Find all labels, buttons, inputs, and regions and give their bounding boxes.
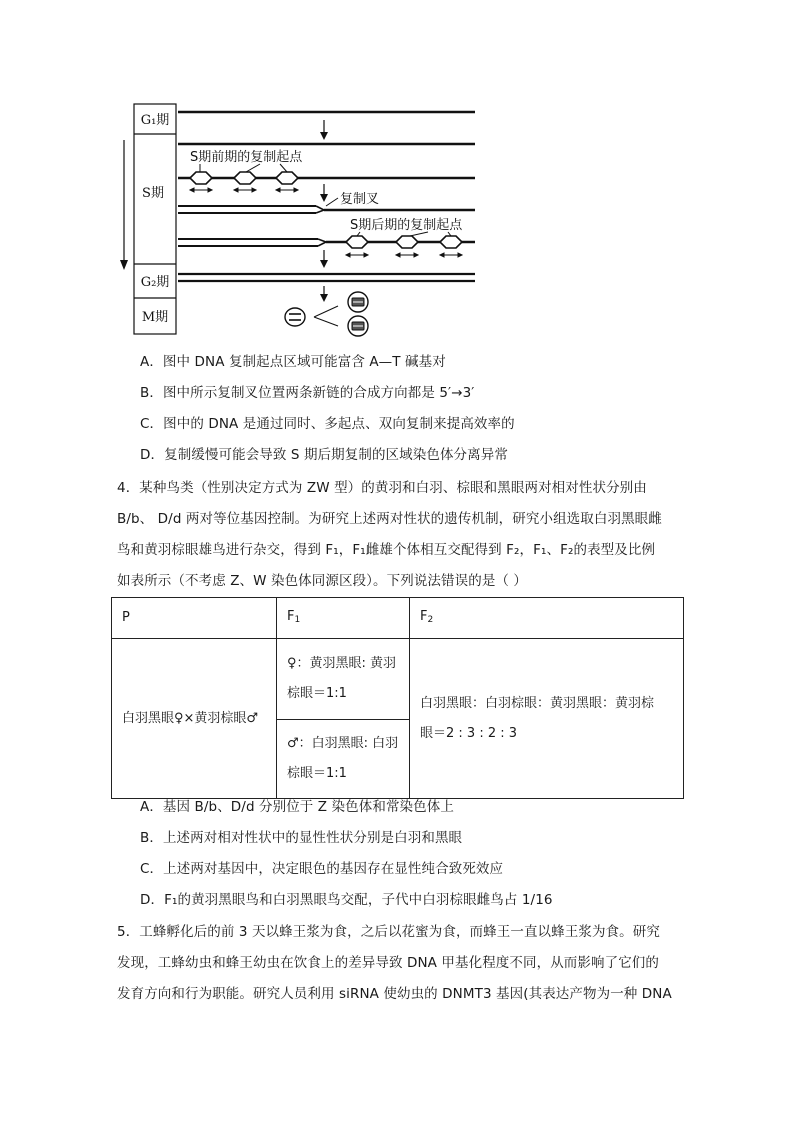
table-header-row (112, 598, 684, 639)
q4-stem-line-3: 鸟和黄羽棕眼雄鸟进行杂交，得到 F₁，F₁雌雄个体相互交配得到 F₂，F₁、F₂的表型及比例 (117, 542, 656, 558)
replication-bubbles-late (346, 236, 462, 248)
replication-bubbles-early (190, 172, 298, 184)
dna-replication-figure (110, 100, 490, 340)
q4-option-c: C．上述两对基因中，决定眼色的基因存在显性纯合致死效应 (140, 861, 504, 877)
q5-stem-line-1: 5．工蜂孵化后的前 3 天以蜂王浆为食，之后以花蜜为食，而蜂王一直以蜂王浆为食。研究 (117, 924, 660, 940)
q4-option-b: B．上述两对相对性状中的显性性状分别是白羽和黑眼 (140, 830, 463, 846)
q3-option-a: A．图中 DNA 复制起点区域可能富含 A—T 碱基对 (140, 354, 446, 370)
header-f1: $F_1$ (277, 598, 410, 639)
cell-division-icon (285, 292, 368, 336)
bidirectional-arrows-early (190, 188, 298, 192)
phase-s-label: S期 (142, 186, 164, 201)
q4-stem-line-1: 4．某种鸟类（性别决定方式为 ZW 型）的黄羽和白羽、棕眼和黑眼两对相对性状分别由 (117, 480, 647, 496)
q3-option-d: D．复制缓慢可能会导致 S 期后期复制的区域染色体分离异常 (140, 447, 508, 463)
bidirectional-arrows-late (346, 253, 462, 257)
header-f2: $F_2$ (410, 598, 684, 639)
phase-g2-label: G₂期 (140, 275, 170, 290)
q3-option-c: C．图中的 DNA 是通过同时、多起点、双向复制来提高效率的 (140, 416, 515, 432)
late-origin-label: S期后期的复制起点 (350, 218, 463, 233)
fork-label: 复制叉 (340, 192, 380, 207)
phase-column (134, 104, 176, 334)
f1-female-cell: ♀：黄羽黑眼: 黄羽 棕眼＝1:1 (277, 639, 410, 720)
table-row (112, 639, 684, 720)
q4-stem-line-2: B/b、 D/d 两对等位基因控制。为研究上述两对性状的遗传机制，研究小组选取白羽黑眼雌 (117, 511, 662, 527)
q5-stem-line-3: 发育方向和行为职能。研究人员利用 siRNA 使幼虫的 DNMT3 基因(其表达产物为一种 DNA (117, 986, 672, 1002)
q5-stem-line-2: 发现，工蜂幼虫和蜂王幼虫在饮食上的差异导致 DNA 甲基化程度不同，从而影响了它们的 (117, 955, 660, 971)
phase-m-label: M期 (141, 310, 169, 325)
header-p: P (112, 598, 277, 639)
phase-g1-label: G₁期 (140, 113, 170, 128)
f1-male-cell: ♂：白羽黑眼: 白羽 棕眼＝1:1 (277, 720, 410, 799)
cross-results-table (111, 597, 684, 799)
down-arrow-icon (320, 132, 328, 140)
f2-result-cell: 白羽黑眼：白羽棕眼：黄羽黑眼：黄羽棕 眼＝2 : 3 : 2 : 3 (410, 639, 684, 799)
replication-diagram (110, 100, 490, 340)
p-cross-cell: 白羽黑眼♀×黄羽棕眼♂ (112, 639, 277, 799)
early-origin-label: S期前期的复制起点 (190, 150, 303, 165)
q4-option-a: A．基因 B/b、D/d 分别位于 Z 染色体和常染色体上 (140, 799, 454, 815)
q3-option-b: B．图中所示复制叉位置两条新链的合成方向都是 5′→3′ (140, 385, 475, 401)
q4-stem-line-4: 如表所示（不考虑 Z、W 染色体同源区段）。下列说法错误的是（ ） (117, 573, 528, 589)
q4-option-d: D．F₁的黄羽黑眼鸟和白羽黑眼鸟交配，子代中白羽棕眼雌鸟占 1/16 (140, 892, 553, 908)
